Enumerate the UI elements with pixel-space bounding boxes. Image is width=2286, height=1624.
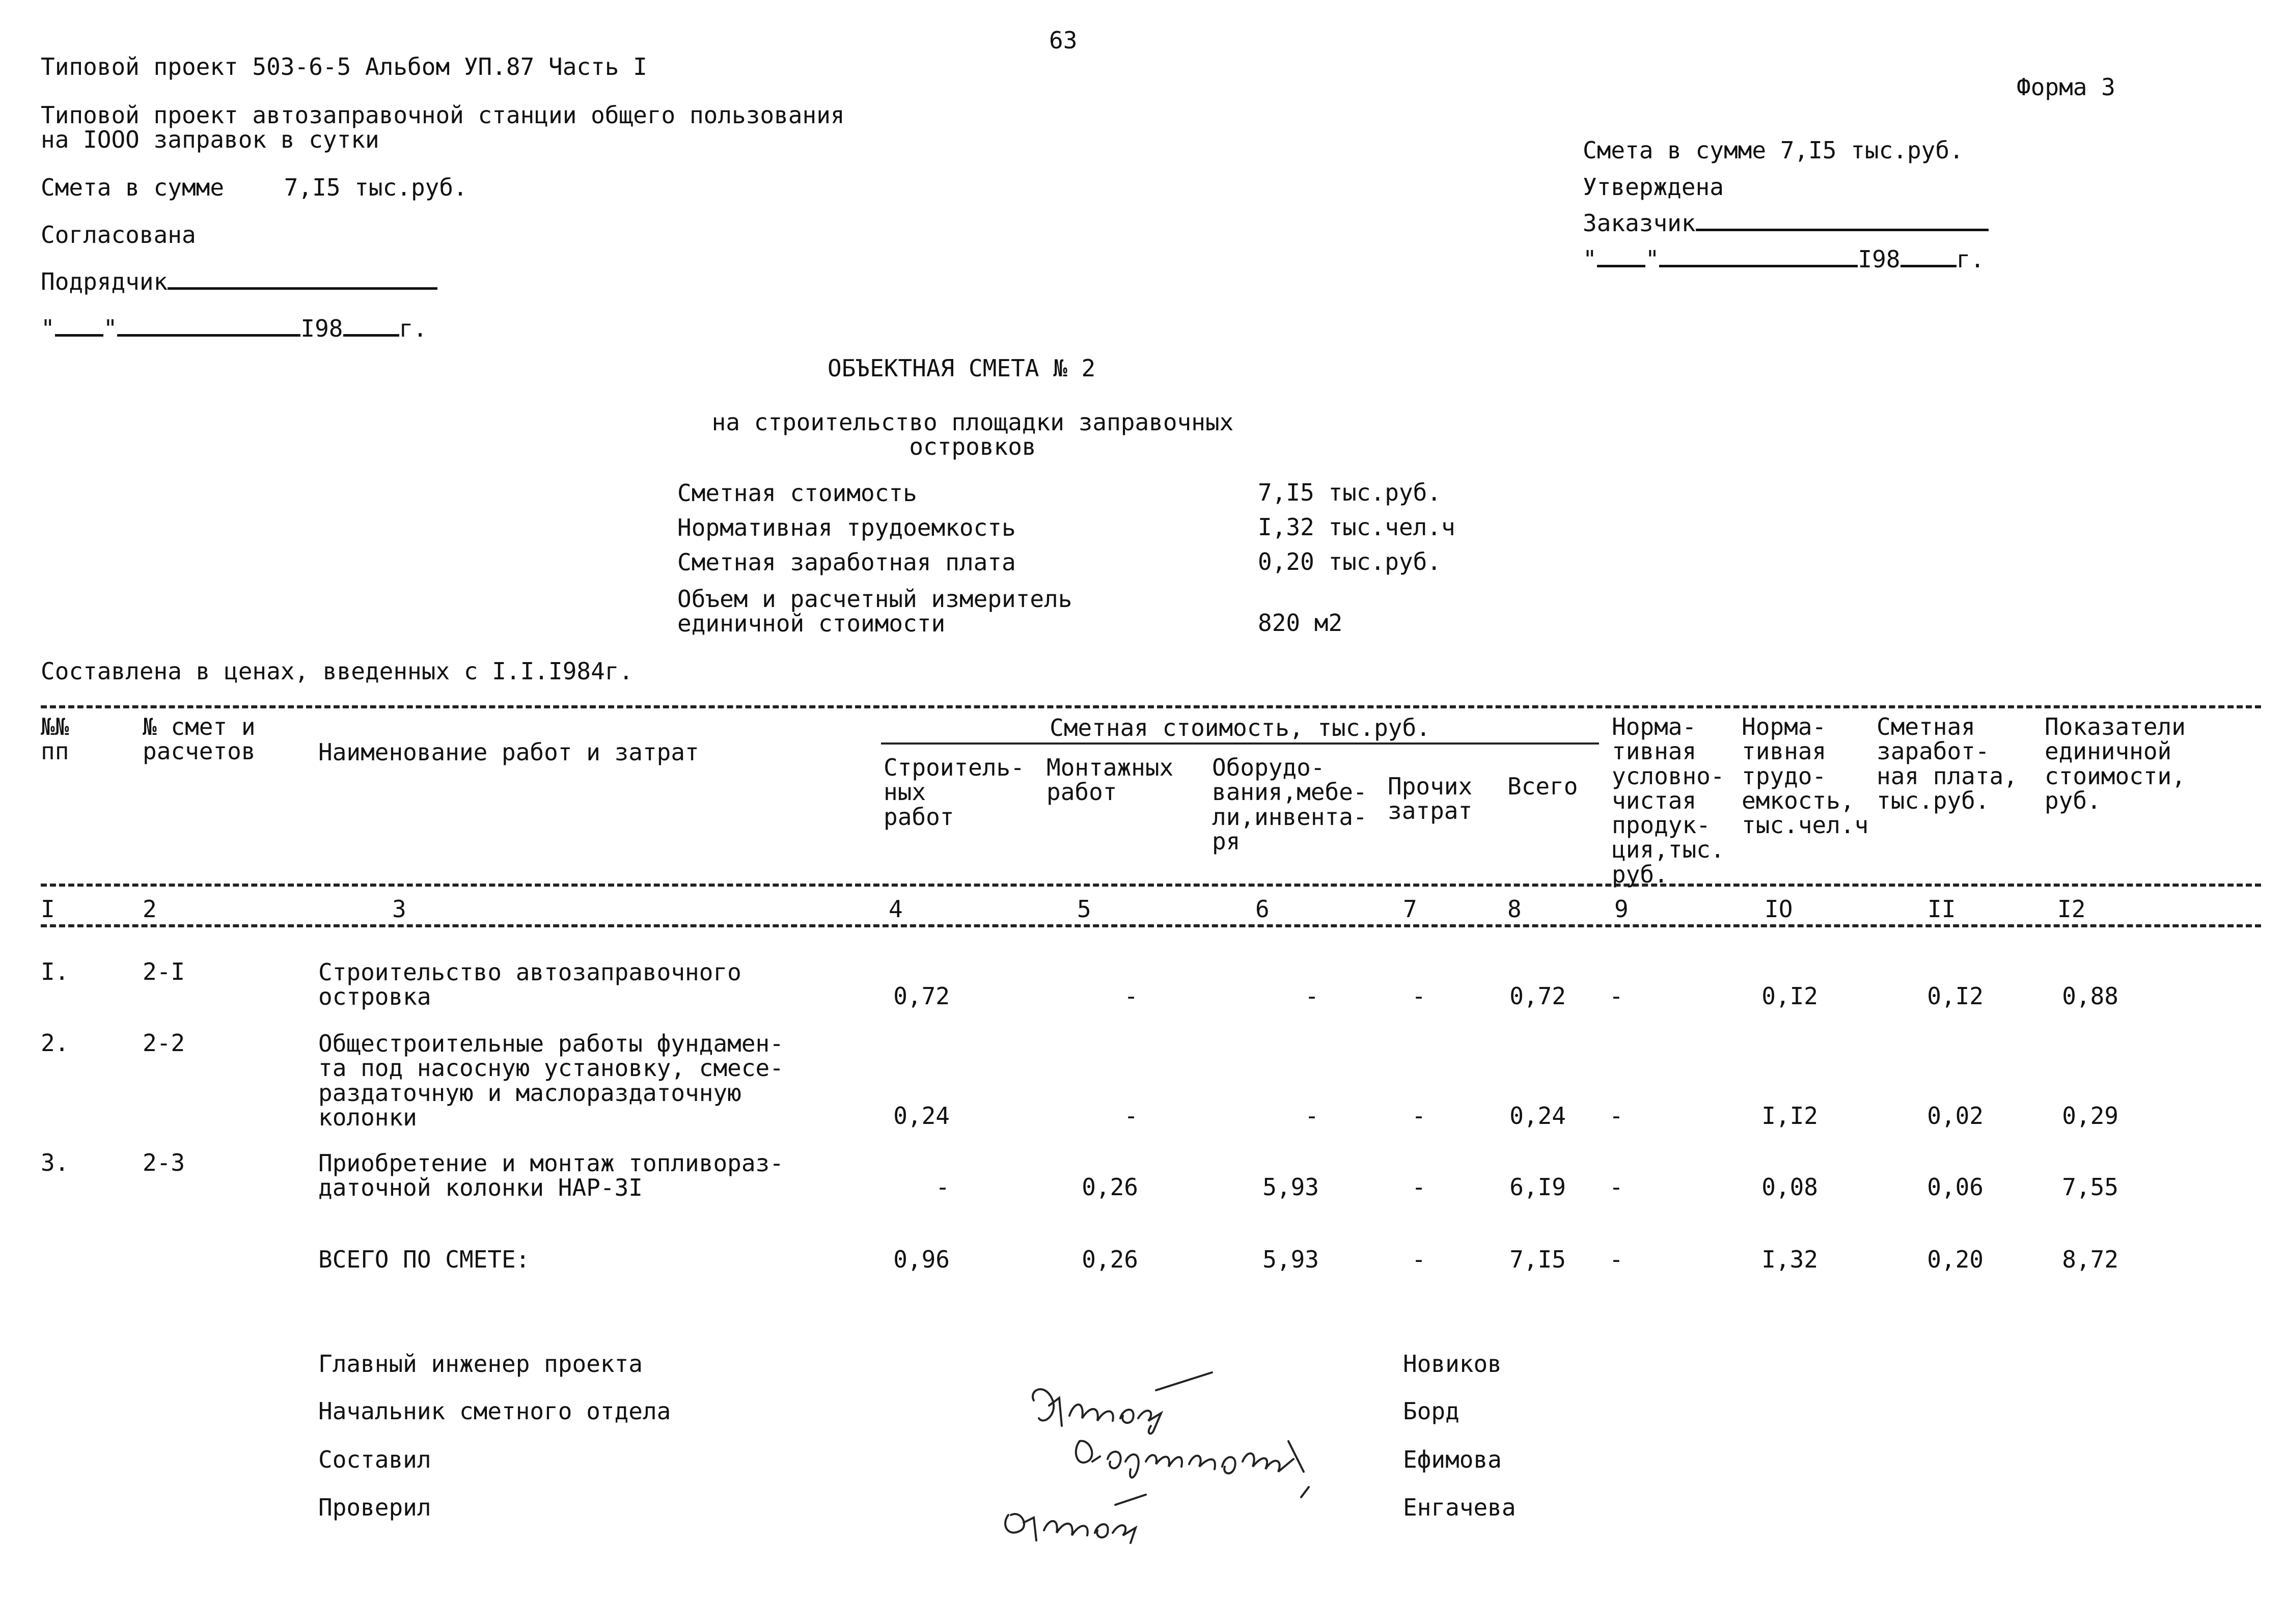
cell-total: 0,24 <box>1509 1102 1566 1130</box>
signatory-name-estimate-head: Борд <box>1403 1397 1459 1425</box>
row-name: Строительство автозаправочного островка <box>318 958 741 1011</box>
summary-value-volume: 820 м2 <box>1258 609 1343 637</box>
column-numbers-rule <box>41 924 2261 927</box>
estimate-sum-left <box>41 176 467 199</box>
row-ref: 2-I <box>143 958 185 985</box>
date-quote-open: " <box>1583 245 1597 273</box>
total-equipment: 5,93 <box>1262 1246 1319 1273</box>
total-unit-cost: 8,72 <box>2062 1246 2118 1273</box>
row-number: I. <box>41 958 69 985</box>
col-header-8: Всего <box>1507 773 1578 800</box>
date-year-line <box>343 334 399 337</box>
total-label: ВСЕГО ПО СМЕТЕ: <box>318 1246 530 1273</box>
date-year: I98 <box>1858 245 1901 273</box>
signatory-role-checker: Проверил <box>318 1494 431 1521</box>
contractor-field <box>41 270 437 293</box>
prices-note: Составлена в ценах, введенных с I.I.I984г. <box>41 657 634 685</box>
cell-equipment: 5,93 <box>1262 1173 1319 1201</box>
group-header-underline <box>881 742 1599 745</box>
col-header-7: Прочих затрат <box>1388 773 1473 825</box>
summary-label-labor: Нормативная трудоемкость <box>677 514 1016 541</box>
row-ref: 2-3 <box>143 1149 185 1176</box>
col-header-2: № смет и расчетов <box>143 713 256 765</box>
cell-net-production: - <box>1609 982 1623 1010</box>
date-quote-close: " <box>1645 245 1660 273</box>
total-wages: 0,20 <box>1927 1246 1984 1273</box>
col-number-4: 4 <box>889 895 903 923</box>
summary-label-cost: Сметная стоимость <box>677 479 917 507</box>
date-field-right <box>1583 247 1985 271</box>
col-header-9: Норма- тивная условно- чистая продук- ция,тыс. руб. <box>1612 713 1725 888</box>
summary-value-wages: 0,20 тыс.руб. <box>1258 548 1442 575</box>
date-suffix: г. <box>399 315 427 342</box>
col-number-8: 8 <box>1507 895 1522 923</box>
page-number: 63 <box>1049 26 1078 54</box>
date-year-line <box>1901 265 1957 267</box>
col-number-10: IO <box>1765 895 1793 923</box>
signatory-role-compiler: Составил <box>318 1446 431 1473</box>
col-header-11: Сметная заработ- ная плата, тыс.руб. <box>1877 713 2018 814</box>
date-quote-open: " <box>41 315 55 342</box>
cell-construction: 0,24 <box>893 1102 950 1130</box>
agreed-label: Согласована <box>41 221 196 249</box>
cell-net-production: - <box>1609 1173 1623 1201</box>
summary-value-cost: 7,I5 тыс.руб. <box>1258 479 1442 506</box>
row-number: 2. <box>41 1029 69 1057</box>
table-top-rule <box>41 705 2261 708</box>
date-year: I98 <box>300 315 343 342</box>
cell-wages: 0,06 <box>1927 1173 1984 1201</box>
cell-equipment: - <box>1305 982 1319 1010</box>
date-day-line <box>55 334 103 337</box>
signatory-name-chief-engineer: Новиков <box>1403 1350 1502 1378</box>
col-header-6: Оборудо- вания,мебе- ли,инвента- ря <box>1212 754 1367 855</box>
signatory-role-chief-engineer: Главный инженер проекта <box>318 1350 643 1378</box>
cell-unit-cost: 7,55 <box>2062 1173 2118 1201</box>
date-field-left <box>41 317 427 340</box>
cell-installation: 0,26 <box>1082 1173 1138 1201</box>
project-line: Типовой проект 503-6-5 Альбом УП.87 Часть I <box>41 53 647 80</box>
contractor-label: Подрядчик <box>41 268 168 295</box>
col-header-10: Норма- тивная трудо- емкость, тыс.чел.ч <box>1742 713 1869 839</box>
signatory-name-compiler: Ефимова <box>1403 1446 1502 1473</box>
col-number-6: 6 <box>1255 895 1270 923</box>
cell-wages: 0,I2 <box>1927 982 1984 1010</box>
cell-total: 6,I9 <box>1509 1173 1566 1201</box>
cell-unit-cost: 0,88 <box>2062 982 2118 1010</box>
cell-labor: 0,I2 <box>1761 982 1818 1010</box>
col-number-12: I2 <box>2057 895 2086 923</box>
total-other: - <box>1412 1246 1426 1273</box>
document-subtitle: на строительство площадки заправочных островков <box>711 408 1234 461</box>
row-number: 3. <box>41 1149 69 1176</box>
col-header-4: Строитель- ных работ <box>884 754 1025 831</box>
document-title: ОБЪЕКТНАЯ СМЕТА № 2 <box>828 354 1096 382</box>
date-day-line <box>1597 265 1645 267</box>
col-header-1: №№ пп <box>41 713 69 765</box>
total-all: 7,I5 <box>1509 1246 1566 1273</box>
col-header-3: Наименование работ и затрат <box>318 738 699 766</box>
col-number-11: II <box>1927 895 1956 923</box>
cell-other: - <box>1412 982 1426 1010</box>
approved-label: Утверждена <box>1583 173 1724 201</box>
cell-installation: - <box>1124 982 1138 1010</box>
cell-equipment: - <box>1305 1102 1319 1130</box>
col-number-5: 5 <box>1077 895 1091 923</box>
cell-construction: 0,72 <box>893 982 950 1010</box>
signatory-name-checker: Енгачева <box>1403 1494 1516 1521</box>
cell-other: - <box>1412 1102 1426 1130</box>
contractor-line <box>168 287 437 290</box>
total-installation: 0,26 <box>1082 1246 1138 1273</box>
row-ref: 2-2 <box>143 1029 185 1057</box>
group-header-cost: Сметная стоимость, тыс.руб. <box>1050 714 1430 741</box>
cell-labor: I,I2 <box>1761 1102 1818 1130</box>
signature-scribble-3 <box>998 1487 1192 1548</box>
date-month-line <box>117 334 300 337</box>
col-number-9: 9 <box>1614 895 1629 923</box>
cell-unit-cost: 0,29 <box>2062 1102 2118 1130</box>
project-title: Типовой проект автозаправочной станции общего пользования на IOOO заправок в сутки <box>41 101 845 154</box>
summary-label-volume: Объем и расчетный измеритель единичной стоимости <box>677 585 1072 638</box>
row-name: Общестроительные работы фундамен- та под насосную установку, смесе- раздаточную и маслораздаточную колонки <box>318 1030 784 1131</box>
total-construction: 0,96 <box>893 1246 950 1273</box>
cell-wages: 0,02 <box>1927 1102 1984 1130</box>
estimate-sum-right: Смета в сумме 7,I5 тыс.руб. <box>1583 136 1964 164</box>
row-name: Приобретение и монтаж топливораз- даточной колонки НАР-3I <box>318 1149 784 1202</box>
customer-field <box>1583 211 1989 235</box>
col-number-2: 2 <box>143 895 157 923</box>
cell-total: 0,72 <box>1509 982 1566 1010</box>
summary-value-labor: I,32 тыс.чел.ч <box>1258 513 1455 541</box>
date-month-line <box>1659 265 1858 267</box>
col-number-7: 7 <box>1403 895 1417 923</box>
col-number-3: 3 <box>392 895 406 923</box>
header-bottom-rule <box>41 884 2261 887</box>
summary-label-wages: Сметная заработная плата <box>677 548 1016 576</box>
cell-installation: - <box>1124 1102 1138 1130</box>
customer-label: Заказчик <box>1583 209 1696 237</box>
total-labor: I,32 <box>1761 1246 1818 1273</box>
total-net-production: - <box>1609 1246 1623 1273</box>
cell-net-production: - <box>1609 1102 1623 1130</box>
date-suffix: г. <box>1956 245 1985 273</box>
col-number-1: I <box>41 895 55 923</box>
col-header-5: Монтажных работ <box>1046 754 1174 806</box>
estimate-label: Смета в сумме <box>41 174 225 201</box>
cell-labor: 0,08 <box>1761 1173 1818 1201</box>
cell-other: - <box>1412 1173 1426 1201</box>
customer-line <box>1696 229 1989 231</box>
form-label: Форма 3 <box>2017 73 2115 101</box>
cell-construction: - <box>935 1173 950 1201</box>
col-header-12: Показатели единичной стоимости, руб. <box>2045 713 2186 814</box>
date-quote-close: " <box>103 315 118 342</box>
estimate-value: 7,I5 тыс.руб. <box>284 174 467 201</box>
signatory-role-estimate-head: Начальник сметного отдела <box>318 1397 671 1425</box>
